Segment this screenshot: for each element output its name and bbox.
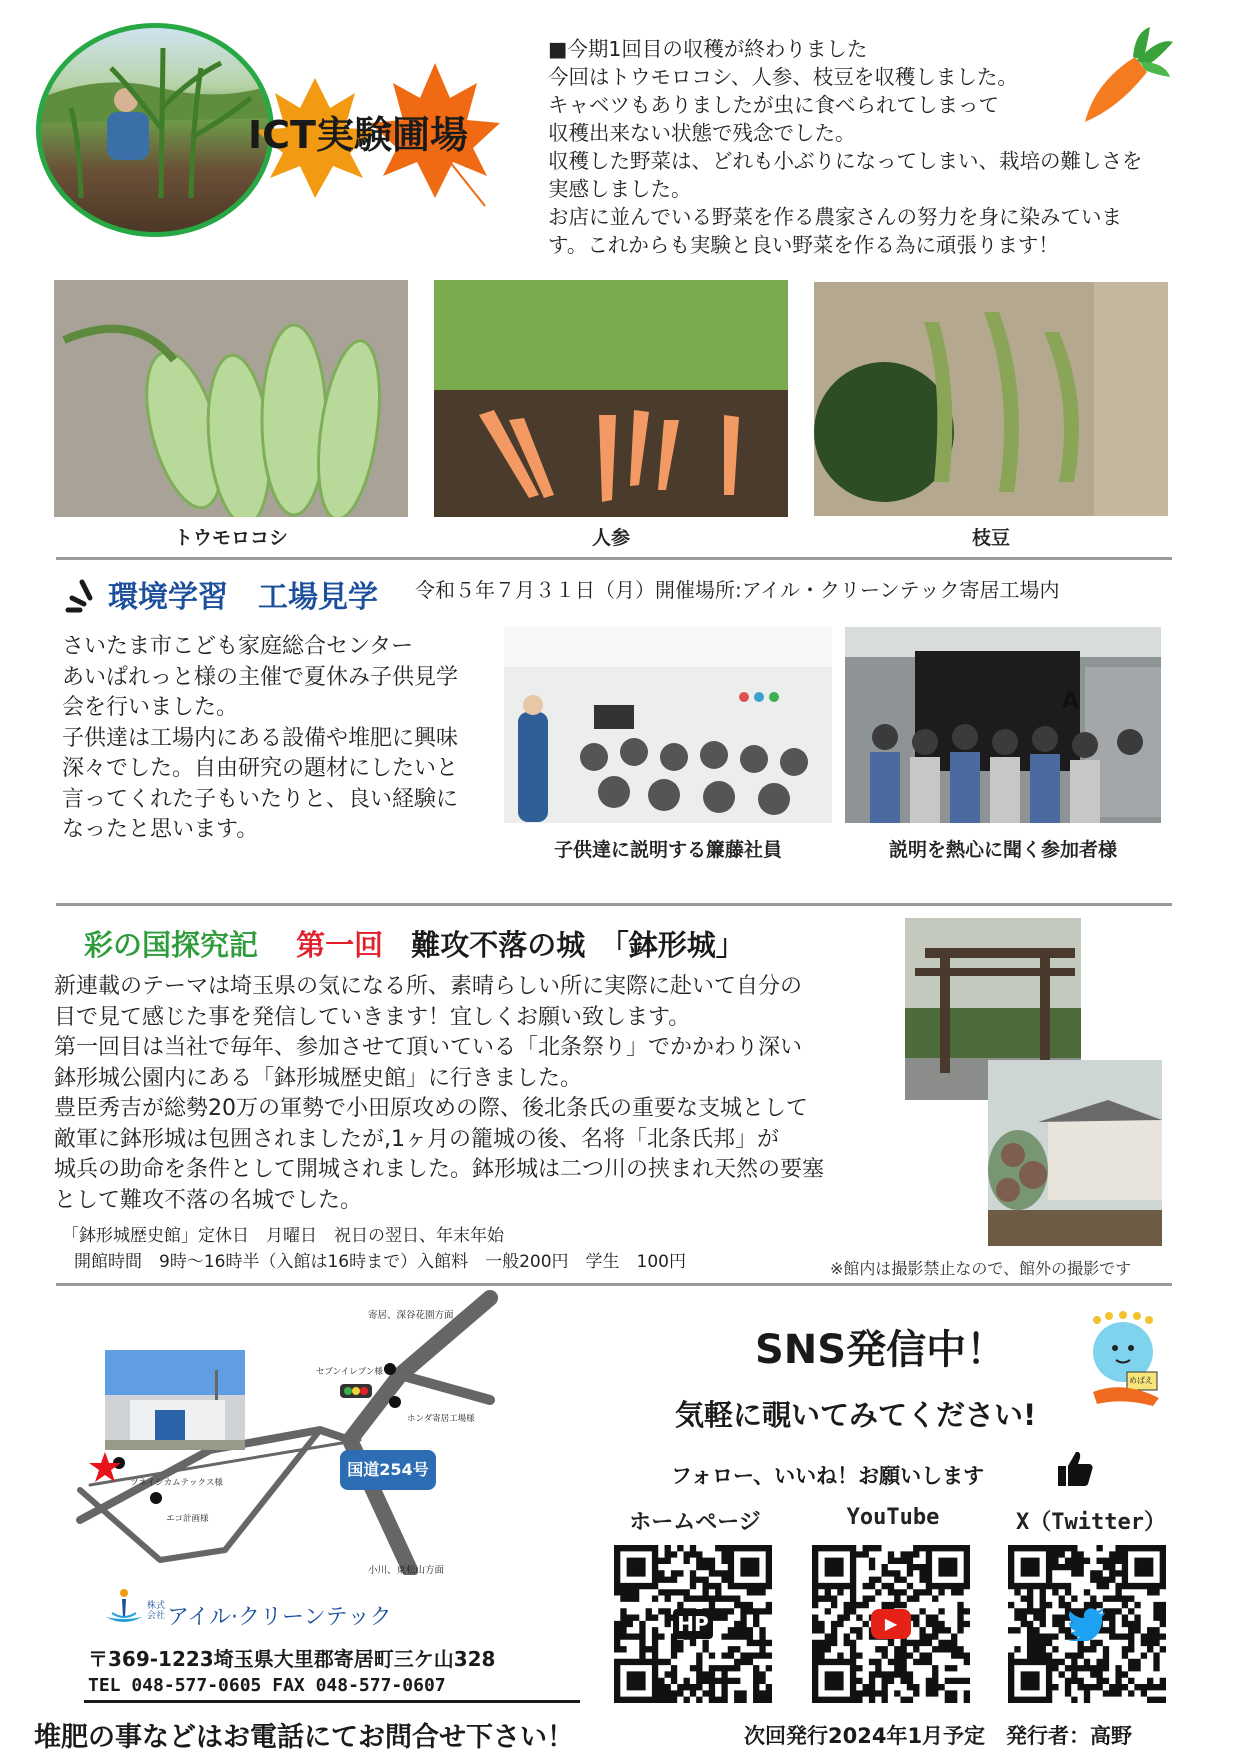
saitama-info-hours: 開館時間 9時～16時半（入館は16時まで）入館料 一般200円 学生 100円	[74, 1252, 686, 1272]
qr-label-homepage: ホームページ	[629, 1510, 761, 1535]
twitter-bird-icon	[1067, 1607, 1107, 1641]
map-label-south: 小川、東松山方面	[368, 1565, 445, 1576]
saitama-title-episode: 第一回	[296, 928, 384, 962]
ict-line: 収穫した野菜は、どれも小ぶりになってしまい、栽培の難しさを	[548, 149, 1143, 173]
photo-note: ※館内は撮影禁止なので、館外の撮影です	[830, 1259, 1132, 1278]
study-photo-explaining	[504, 627, 832, 823]
section-divider	[56, 1283, 1172, 1286]
ict-badge-title: ICT実験圃場	[248, 113, 468, 157]
study-caption-left: 子供達に説明する簾藤社員	[553, 839, 782, 861]
saitama-line: として難攻不落の名城でした。	[54, 1187, 363, 1213]
map-label-eco: エコ計画様	[166, 1514, 209, 1524]
study-line: なったと思います。	[62, 817, 259, 842]
qr-code-x[interactable]	[1008, 1545, 1166, 1703]
ict-text	[548, 35, 1143, 259]
inquiry-text: 堆肥の事などはお電話にてお問合せ下さい！	[34, 1722, 574, 1753]
youtube-play-icon	[871, 1609, 911, 1639]
section-divider	[56, 903, 1172, 906]
saitama-title	[84, 923, 745, 964]
saitama-info-closed: 「鉢形城歴史館」定休日 月曜日 祝日の翌日、年末年始	[62, 1226, 504, 1246]
study-photo-board-letter: A	[1062, 689, 1080, 714]
saitama-line: 目で見て感じた事を発信していきます！宜しくお願い致します。	[54, 1004, 691, 1030]
sns-subtitle: 気軽に覗いてみてください!	[675, 1398, 1037, 1432]
carrot-icon	[1065, 22, 1175, 132]
qr-center-homepage: HP	[673, 1609, 713, 1639]
study-line: 子供達は工場内にある設備や堆肥に興味	[62, 725, 459, 751]
study-line: さいたま市こども家庭総合センター	[62, 634, 414, 659]
company-location-star-icon	[88, 1451, 122, 1483]
mascot-tag: めばえ	[1129, 1376, 1153, 1385]
map-label-honda: ホンダ寄居工場様	[407, 1414, 475, 1424]
corn-caption: トウモロコシ	[173, 527, 288, 549]
saitama-line: 城兵の助命を条件として開城されました。鉢形城は二つ川の挟まれ天然の要塞	[54, 1157, 825, 1182]
study-line: 言ってくれた子もいたりと、良い経験に	[62, 786, 459, 812]
company-prefix-top: 株式	[147, 1601, 166, 1611]
carrot-photo	[434, 280, 788, 517]
castle-museum-photo	[988, 1060, 1162, 1246]
mascot-icon	[1083, 1310, 1163, 1410]
company-logo-icon	[104, 1587, 144, 1627]
ict-line: お店に並んでいる野菜を作る農家さんの努力を身に染みていま	[548, 205, 1122, 229]
next-issue: 次回発行2024年1月予定 発行者：高野	[744, 1724, 1133, 1748]
study-photo-listening	[845, 627, 1161, 823]
saitama-line: 新連載のテーマは埼玉県の気になる所、素晴らしい所に実際に赴いて自分の	[54, 974, 803, 999]
map-label-route: 国道254号	[340, 1450, 436, 1490]
map-label-tsuneishi: ツネイシカムテックス様	[130, 1478, 223, 1488]
company-underline	[84, 1700, 580, 1703]
edamame-photo	[814, 282, 1168, 516]
study-caption-right: 説明を熱心に聞く参加者様	[888, 839, 1117, 861]
qr-code-youtube[interactable]	[812, 1545, 970, 1703]
saitama-title-series: 彩の国探究記	[84, 928, 259, 962]
qr-label-youtube: YouTube	[846, 1505, 940, 1530]
company-prefix	[147, 1601, 165, 1621]
ict-line: す。これからも実験と良い野菜を作る為に頑張ります！	[548, 233, 1059, 257]
carrot-caption: 人参	[591, 527, 630, 549]
ict-line: ■今期1回目の収穫が終わりました	[548, 37, 868, 61]
ict-line: 実感しました。	[548, 177, 692, 201]
sns-title: SNS発信中！	[755, 1327, 1007, 1373]
map-label-north: 寄居、深谷花園方面	[368, 1310, 454, 1321]
study-line: 深々でした。自由研究の題材にしたいと	[62, 756, 459, 781]
saitama-text	[54, 972, 824, 1216]
factory-building-photo	[105, 1350, 245, 1450]
saitama-title-subject: 難攻不落の城 「鉢形城」	[411, 928, 745, 962]
saitama-line: 鉢形城公園内にある「鉢形城歴史館」に行きました。	[54, 1065, 583, 1091]
study-date-place: 令和５年７月３１日（月）開催場所:アイル・クリーンテック寄居工場内	[415, 578, 1060, 602]
saitama-line: 敵軍に鉢形城は包囲されましたが,1ヶ月の籠城の後、名将「北条氏邦」が	[54, 1126, 779, 1152]
saitama-line: 第一回目は当社で毎年、参加させて頂いている「北条祭り」でかかわり深い	[54, 1035, 803, 1060]
study-line: 会を行いました。	[62, 695, 239, 720]
thumbs-up-icon	[1054, 1448, 1094, 1488]
edamame-caption: 枝豆	[971, 527, 1010, 549]
company-address: 〒369-1223埼玉県大里郡寄居町三ケ山328	[88, 1647, 496, 1671]
company-prefix-bottom: 会社	[147, 1611, 166, 1621]
map-label-seven-eleven: セブンイレブン様	[316, 1367, 383, 1377]
sns-follow: フォロー、いいね！お願いします	[671, 1464, 985, 1488]
ict-line: キャベツもありましたが虫に食べられてしまって	[548, 93, 999, 117]
ict-line: 今回はトウモロコシ、人参、枝豆を収穫しました。	[548, 65, 1018, 89]
qr-code-homepage[interactable]	[614, 1545, 772, 1703]
company-name: アイル·クリーンテック	[167, 1605, 392, 1630]
section-divider	[56, 557, 1172, 560]
qr-label-x: X（Twitter）	[1016, 1510, 1166, 1535]
youtube-play-glyph: ▶	[884, 1614, 898, 1633]
company-tel-fax: TEL 048-577-0605 FAX 048-577-0607	[88, 1675, 446, 1696]
saitama-line: 豊臣秀吉が総勢20万の軍勢で小田原攻めの際、後北条氏の重要な支城として	[54, 1096, 808, 1121]
sparkle-icon	[64, 574, 104, 614]
study-title: 環境学習 工場見学	[108, 580, 378, 615]
corn-photo	[54, 280, 408, 517]
study-line: あいぱれっと様の主催で夏休み子供見学	[62, 664, 459, 690]
ict-line: 収穫出来ない状態で残念でした。	[548, 121, 856, 145]
study-text	[62, 632, 458, 846]
ict-field-photo	[36, 23, 274, 237]
